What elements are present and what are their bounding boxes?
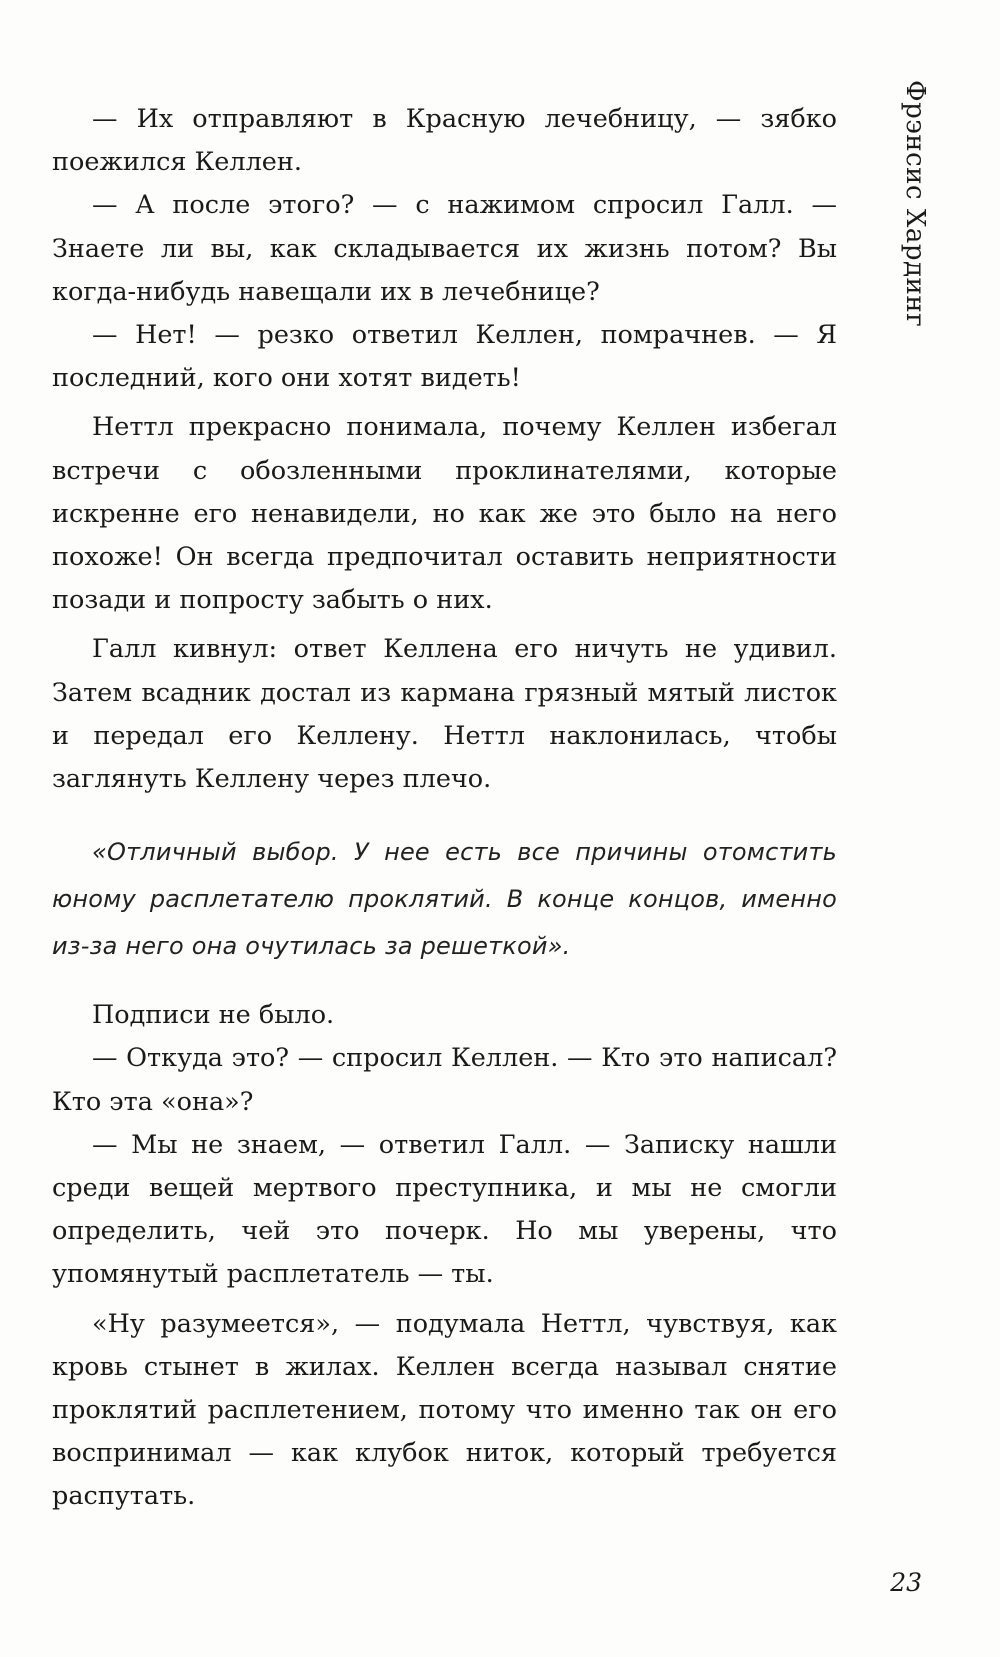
running-head-author: Фрэнсис Хардинг <box>900 80 930 328</box>
paragraph: Галл кивнул: ответ Келлена его ничуть не удивил. Затем всадник достал из кармана грязный мятый листок и передал его Келлену. Неттл наклонилась, чтобы заглянуть Келлену через плечо. <box>52 634 837 795</box>
handwritten-note: «Отличный выбор. У нее есть все причины отомстить юному расплетателю проклятий. В конце концов, именно из-за него она очутилась за решеткой». <box>52 838 837 961</box>
body-text <box>52 98 837 1519</box>
paragraph: Подписи не было. <box>92 1000 335 1031</box>
page-number: 23 <box>890 1568 922 1597</box>
paragraph: — Мы не знаем, — ответил Галл. — Записку нашли среди вещей мертвого преступника, и мы не смогли определить, чей это почерк. Но мы уверены, что упомянутый расплетатель — ты. <box>52 1129 837 1290</box>
paragraph: Неттл прекрасно понимала, почему Келлен избегал встречи с обозленными проклинателями, которые искренне его ненавидели, но как же это было на него похоже! Он всегда предпочитал оставить неприятности позади и попросту забыть о них. <box>52 412 837 616</box>
paragraph: — Откуда это? — спросил Келлен. — Кто это написал? Кто эта «она»? <box>52 1043 837 1117</box>
paragraph: — Их отправляют в Красную лечебницу, — зябко поежился Келлен. <box>52 104 837 178</box>
paragraph: — А после этого? — с нажимом спросил Галл. — Знаете ли вы, как складывается их жизнь потом? Вы когда-нибудь навещали их в лечебнице? <box>52 190 837 307</box>
paragraph: «Ну разумеется», — подумала Неттл, чувствуя, как кровь стынет в жилах. Келлен всегда называл снятие проклятий расплетением, потому что именно так он его воспринимал — как клубок ниток, который требуется распутать. <box>52 1308 837 1512</box>
paragraph: — Нет! — резко ответил Келлен, помрачнев. — Я последний, кого они хотят видеть! <box>52 320 837 394</box>
